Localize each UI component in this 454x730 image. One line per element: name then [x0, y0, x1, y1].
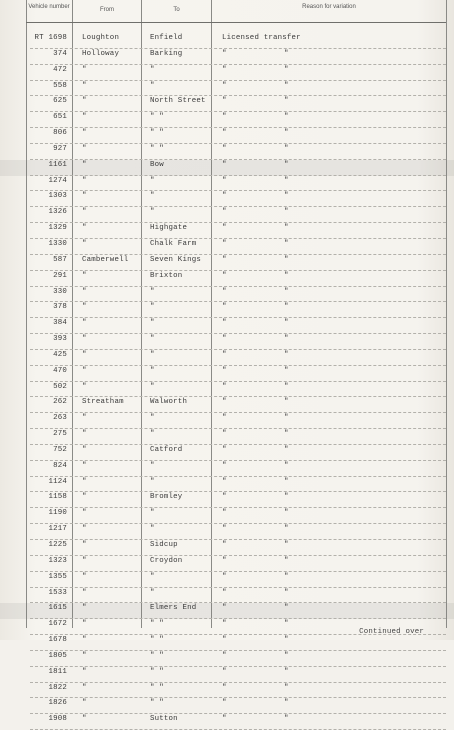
from-cell: " [82, 493, 87, 502]
from-cell: " [82, 113, 87, 122]
from-cell: " [82, 620, 87, 629]
reason-ditto-cell: " [284, 636, 289, 645]
reason-cell: " [222, 350, 227, 359]
vehicle-number-cell: 1678 [48, 636, 67, 645]
vehicle-number-cell: 472 [53, 65, 67, 74]
from-cell: " [82, 65, 87, 74]
table-row [0, 160, 454, 176]
vehicle-number-cell: 1826 [48, 699, 67, 708]
from-cell: " [82, 192, 87, 201]
header-divider [26, 22, 446, 23]
reason-cell: " [222, 525, 227, 534]
vehicle-number-cell: 470 [53, 366, 67, 375]
from-cell: " [82, 683, 87, 692]
reason-cell: " [222, 651, 227, 660]
reason-ditto-cell: " [284, 509, 289, 518]
table-row [0, 350, 454, 366]
vehicle-number-cell: 1822 [48, 683, 67, 692]
to-cell: " [150, 414, 155, 423]
from-cell: " [82, 97, 87, 106]
reason-ditto-cell: " [284, 588, 289, 597]
reason-cell: " [222, 335, 227, 344]
to-cell: " [150, 287, 155, 296]
reason-ditto-cell: " [284, 335, 289, 344]
reason-cell: " [222, 430, 227, 439]
from-cell: " [82, 366, 87, 375]
vehicle-number-cell: 1672 [48, 620, 67, 629]
reason-ditto-cell: " [284, 651, 289, 660]
table-row [0, 33, 454, 49]
table-row [0, 65, 454, 81]
to-cell: " " [150, 683, 164, 692]
to-cell: Sutton [150, 715, 178, 724]
reason-ditto-cell: " [284, 144, 289, 153]
reason-cell: " [222, 255, 227, 264]
reason-cell: " [222, 366, 227, 375]
table-row [0, 49, 454, 65]
header-from: From [100, 7, 114, 13]
vehicle-number-cell: 558 [53, 81, 67, 90]
from-cell: " [82, 667, 87, 676]
to-cell: " [150, 382, 155, 391]
reason-cell: " [222, 414, 227, 423]
table-row [0, 667, 454, 683]
to-cell: " " [150, 144, 164, 153]
vehicle-number-cell: 806 [53, 129, 67, 138]
reason-ditto-cell: " [284, 81, 289, 90]
to-cell: Elmers End [150, 604, 197, 613]
to-cell: " [150, 208, 155, 217]
reason-ditto-cell: " [284, 319, 289, 328]
vehicle-number-cell: 651 [53, 113, 67, 122]
header-to: To [173, 7, 180, 13]
vehicle-number-cell: 1615 [48, 604, 67, 613]
to-cell: " [150, 335, 155, 344]
from-cell: " [82, 636, 87, 645]
to-cell: " [150, 461, 155, 470]
reason-cell: " [222, 129, 227, 138]
reason-cell: " [222, 636, 227, 645]
vehicle-number-cell: 1805 [48, 651, 67, 660]
table-row [0, 413, 454, 429]
to-cell: " [150, 176, 155, 185]
vehicle-number-cell: 1811 [48, 667, 67, 676]
reason-ditto-cell: " [284, 556, 289, 565]
to-cell: " [150, 430, 155, 439]
vehicle-number-cell: 1161 [48, 160, 67, 169]
table-row [0, 556, 454, 572]
vehicle-number-cell: 384 [53, 319, 67, 328]
vehicle-number-cell: 378 [53, 303, 67, 312]
vehicle-number-cell: 927 [53, 144, 67, 153]
table-row [0, 128, 454, 144]
reason-cell: " [222, 493, 227, 502]
reason-ditto-cell: " [284, 160, 289, 169]
to-cell: " [150, 525, 155, 534]
from-cell: " [82, 414, 87, 423]
table-row [0, 603, 454, 619]
table-row [0, 429, 454, 445]
from-cell: " [82, 81, 87, 90]
table-row [0, 271, 454, 287]
reason-ditto-cell: " [284, 271, 289, 280]
reason-cell: " [222, 113, 227, 122]
reason-cell: " [222, 715, 227, 724]
from-cell: " [82, 144, 87, 153]
reason-ditto-cell: " [284, 350, 289, 359]
vehicle-number-cell: 824 [53, 461, 67, 470]
vehicle-number-cell: 374 [53, 49, 67, 58]
vehicle-number-cell: 625 [53, 97, 67, 106]
reason-ditto-cell: " [284, 192, 289, 201]
to-cell: " [150, 81, 155, 90]
reason-ditto-cell: " [284, 620, 289, 629]
reason-cell: " [222, 509, 227, 518]
table-row [0, 144, 454, 160]
reason-ditto-cell: " [284, 445, 289, 454]
from-cell: " [82, 239, 87, 248]
reason-cell: " [222, 541, 227, 549]
to-cell: Chalk Farm [150, 239, 197, 248]
reason-cell: " [222, 604, 227, 613]
to-cell: " " [150, 667, 164, 676]
table-row [0, 651, 454, 667]
reason-cell: " [222, 176, 227, 185]
reason-cell: " [222, 287, 227, 296]
from-cell: " [82, 509, 87, 518]
table-row [0, 397, 454, 413]
vehicle-number-cell: 1355 [48, 572, 67, 581]
to-cell: Bromley [150, 493, 183, 502]
to-cell: Walworth [150, 398, 188, 407]
table-row [0, 255, 454, 271]
reason-cell: " [222, 445, 227, 454]
reason-ditto-cell: " [284, 667, 289, 676]
to-cell: Barking [150, 49, 183, 58]
vehicle-number-cell: 291 [53, 271, 67, 280]
vehicle-number-cell: 1158 [48, 493, 67, 502]
table-row [0, 176, 454, 192]
reason-cell: " [222, 144, 227, 153]
from-cell: " [82, 715, 87, 724]
reason-cell: " [222, 461, 227, 470]
vehicle-number-cell: 1217 [48, 525, 67, 534]
reason-ditto-cell: " [284, 255, 289, 264]
reason-cell: " [222, 620, 227, 629]
table-row [0, 334, 454, 350]
to-cell: " [150, 65, 155, 74]
vehicle-number-cell: 1190 [48, 509, 67, 518]
from-cell: " [82, 556, 87, 565]
reason-ditto-cell: " [284, 97, 289, 106]
to-cell: Seven Kings [150, 255, 201, 264]
reason-cell: " [222, 683, 227, 692]
from-cell: " [82, 287, 87, 296]
reason-cell: " [222, 319, 227, 328]
from-cell: " [82, 588, 87, 597]
from-cell: Holloway [82, 49, 120, 58]
table-row [0, 445, 454, 461]
vehicle-number-cell: 330 [53, 287, 67, 296]
vehicle-number-cell: 1274 [48, 176, 67, 185]
to-cell: " " [150, 699, 164, 708]
vehicle-number-cell: 262 [53, 398, 67, 407]
to-cell: North Street [150, 97, 206, 106]
table-row [0, 112, 454, 128]
reason-ditto-cell: " [284, 382, 289, 391]
table-row [0, 524, 454, 540]
reason-cell: " [222, 65, 227, 74]
from-cell: " [82, 271, 87, 280]
table-row [0, 207, 454, 223]
from-cell: " [82, 208, 87, 217]
vehicle-transfer-table [0, 33, 454, 730]
reason-ditto-cell: " [284, 525, 289, 534]
table-row [0, 540, 454, 556]
to-cell: Highgate [150, 224, 188, 233]
continued-over-note: Continued over [359, 628, 424, 636]
table-row [0, 223, 454, 239]
to-cell: " [150, 509, 155, 518]
reason-ditto-cell: " [284, 461, 289, 470]
table-row [0, 302, 454, 318]
vehicle-number-cell: 1329 [48, 224, 67, 233]
to-cell: " [150, 192, 155, 201]
reason-ditto-cell: " [284, 113, 289, 122]
table-row [0, 698, 454, 714]
reason-ditto-cell: " [284, 208, 289, 217]
to-cell: " " [150, 651, 164, 660]
to-cell: " [150, 477, 155, 486]
reason-cell: " [222, 224, 227, 233]
reason-ditto-cell: " [284, 366, 289, 375]
vehicle-number-cell: 1225 [48, 541, 67, 549]
to-cell: " [150, 366, 155, 375]
table-row [0, 191, 454, 207]
table-row [0, 239, 454, 255]
reason-ditto-cell: " [284, 715, 289, 724]
to-cell: Sidcup [150, 541, 178, 549]
to-cell: " [150, 303, 155, 312]
reason-cell: " [222, 303, 227, 312]
table-row [0, 635, 454, 651]
from-cell: Streatham [82, 398, 124, 407]
header-reason: Reason for variation [302, 4, 356, 10]
reason-cell: " [222, 667, 227, 676]
to-cell: Enfield [150, 34, 183, 42]
from-cell: " [82, 335, 87, 344]
reason-cell: " [222, 81, 227, 90]
vehicle-number-cell: 263 [53, 414, 67, 423]
table-row [0, 287, 454, 303]
to-cell: " [150, 588, 155, 597]
table-row [0, 683, 454, 699]
reason-cell: " [222, 556, 227, 565]
table-row [0, 588, 454, 604]
reason-ditto-cell: " [284, 239, 289, 248]
to-cell: " " [150, 620, 164, 629]
to-cell: Bow [150, 160, 164, 169]
reason-ditto-cell: " [284, 303, 289, 312]
table-row [0, 461, 454, 477]
from-cell: " [82, 303, 87, 312]
table-row [0, 477, 454, 493]
reason-ditto-cell: " [284, 604, 289, 613]
from-cell: " [82, 525, 87, 534]
from-cell: " [82, 461, 87, 470]
vehicle-number-cell: 1330 [48, 239, 67, 248]
reason-cell: " [222, 572, 227, 581]
reason-cell: " [222, 97, 227, 106]
table-row [0, 366, 454, 382]
vehicle-number-cell: RT 1698 [34, 34, 67, 42]
to-cell: " [150, 350, 155, 359]
vehicle-number-cell: 1124 [48, 477, 67, 486]
from-cell: " [82, 572, 87, 581]
reason-ditto-cell: " [284, 414, 289, 423]
from-cell: Loughton [82, 34, 120, 42]
vehicle-number-cell: 1326 [48, 208, 67, 217]
reason-ditto-cell: " [284, 572, 289, 581]
to-cell: " " [150, 113, 164, 122]
from-cell: " [82, 477, 87, 486]
table-row [0, 572, 454, 588]
table-row [0, 318, 454, 334]
from-cell: " [82, 350, 87, 359]
reason-cell: " [222, 192, 227, 201]
reason-cell: " [222, 382, 227, 391]
reason-cell: " [222, 398, 227, 407]
from-cell: " [82, 176, 87, 185]
vehicle-number-cell: 425 [53, 350, 67, 359]
vehicle-number-cell: 393 [53, 335, 67, 344]
table-row [0, 81, 454, 97]
table-row [0, 96, 454, 112]
reason-ditto-cell: " [284, 477, 289, 486]
from-cell: " [82, 224, 87, 233]
reason-ditto-cell: " [284, 65, 289, 74]
to-cell: Catford [150, 445, 183, 454]
reason-ditto-cell: " [284, 129, 289, 138]
from-cell: " [82, 604, 87, 613]
from-cell: " [82, 445, 87, 454]
vehicle-number-cell: 1303 [48, 192, 67, 201]
from-cell: " [82, 699, 87, 708]
reason-ditto-cell: " [284, 224, 289, 233]
reason-ditto-cell: " [284, 49, 289, 58]
from-cell: " [82, 430, 87, 439]
from-cell: " [82, 541, 87, 549]
vehicle-number-cell: 1323 [48, 556, 67, 565]
reason-ditto-cell: " [284, 699, 289, 708]
table-row [0, 714, 454, 730]
vehicle-number-cell: 275 [53, 430, 67, 439]
from-cell: " [82, 382, 87, 391]
from-cell: Camberwell [82, 255, 129, 264]
from-cell: " [82, 651, 87, 660]
reason-ditto-cell: " [284, 683, 289, 692]
to-cell: Croydon [150, 556, 183, 565]
table-row [0, 508, 454, 524]
reason-ditto-cell: " [284, 176, 289, 185]
reason-cell: " [222, 699, 227, 708]
vehicle-number-cell: 752 [53, 445, 67, 454]
reason-cell: " [222, 208, 227, 217]
to-cell: Brixton [150, 271, 183, 280]
reason-ditto-cell: " [284, 541, 289, 549]
vehicle-number-cell: 587 [53, 255, 67, 264]
table-row [0, 492, 454, 508]
table-row [0, 382, 454, 398]
reason-ditto-cell: " [284, 398, 289, 407]
from-cell: " [82, 129, 87, 138]
from-cell: " [82, 319, 87, 328]
vehicle-number-cell: 1908 [48, 715, 67, 724]
reason-ditto-cell: " [284, 430, 289, 439]
reason-ditto-cell: " [284, 287, 289, 296]
to-cell: " " [150, 636, 164, 645]
reason-cell: " [222, 588, 227, 597]
header-vehicle-number: Vehicle number [28, 4, 70, 10]
reason-cell: " [222, 271, 227, 280]
vehicle-number-cell: 502 [53, 382, 67, 391]
reason-cell: " [222, 239, 227, 248]
to-cell: " [150, 319, 155, 328]
reason-cell: " [222, 160, 227, 169]
reason-cell: " [222, 477, 227, 486]
reason-ditto-cell: " [284, 493, 289, 502]
reason-cell: Licensed transfer [222, 34, 301, 42]
reason-cell: " [222, 49, 227, 58]
from-cell: " [82, 160, 87, 169]
to-cell: " [150, 572, 155, 581]
vehicle-number-cell: 1533 [48, 588, 67, 597]
to-cell: " " [150, 129, 164, 138]
